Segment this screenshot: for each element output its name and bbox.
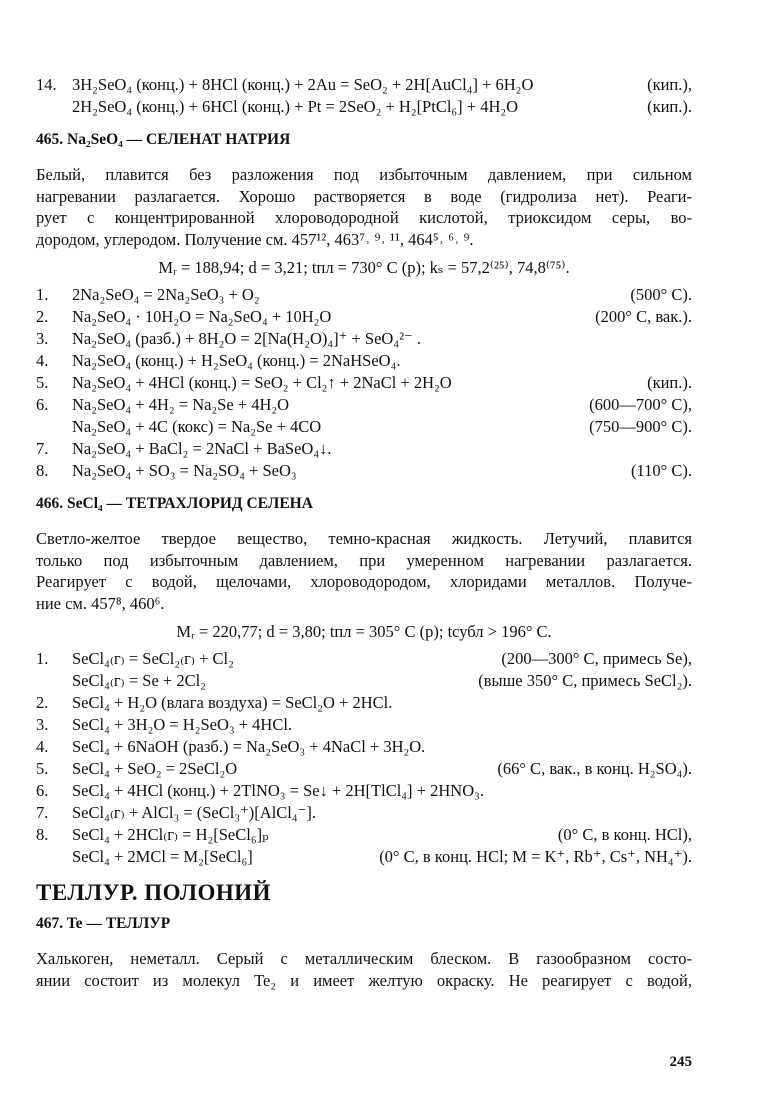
- text-line: рует с концентрированной хлороводородной кислотой, триоксидом серы, во-: [36, 208, 692, 227]
- reaction-number: 4.: [36, 351, 49, 370]
- reaction-number: [36, 846, 72, 868]
- reaction-equation: SeCl₄ + SeO₂ = 2SeCl₂O: [72, 759, 238, 778]
- reaction-equation: SeCl₄₍г₎ = SeCl₂₍г₎ + Cl₂: [72, 649, 234, 668]
- reaction-equation: 3H₂SeO₄ (конц.) + 8HCl (конц.) + 2Au = SeO₂ + 2H[AuCl₄] + 6H₂O: [72, 75, 534, 94]
- reaction-equation: SeCl₄ + 3H₂O = H₂SeO₃ + 4HCl.: [72, 715, 293, 734]
- article-description-465: [36, 164, 692, 250]
- reaction-number: 2.: [36, 693, 49, 712]
- reaction-equation: Na₂SeO₄ (разб.) + 8H₂O = 2[Na(H₂O)₄]⁺ + SeO₄²⁻ .: [72, 329, 421, 348]
- reaction-line: [36, 438, 692, 460]
- reaction-equation: Na₂SeO₄ + BaCl₂ = 2NaCl + BaSeO₄↓.: [72, 439, 332, 458]
- top-reactions: [36, 74, 692, 118]
- reaction-number: 6.: [36, 395, 49, 414]
- reaction-equation: Na₂SeO₄ · 10H₂O = Na₂SeO₄ + 10H₂O: [72, 307, 332, 326]
- article-description-467: [36, 948, 692, 991]
- reaction-line: [36, 306, 692, 328]
- text-line: дородом, углеродом. Получение см. 457¹², 463⁷˒ ⁹˒ ¹¹, 464⁵˒ ⁶˒ ⁹.: [36, 229, 474, 249]
- reaction-line: [36, 460, 692, 482]
- article-heading-467: 467. Te — ТЕЛЛУР: [36, 915, 171, 932]
- text-line: Белый, плавится без разложения под избыточным давлением, при сильном: [36, 165, 692, 184]
- reaction-line: [36, 780, 692, 802]
- reaction-equation: SeCl₄ + 2HCl₍г₎ = H₂[SeCl₆]ₚ: [72, 825, 269, 844]
- reaction-number: 4.: [36, 737, 49, 756]
- reaction-conditions: (кип.).: [647, 97, 692, 116]
- reaction-line: [36, 758, 692, 780]
- reaction-conditions: (0° C, в конц. HCl),: [557, 825, 692, 844]
- reaction-equation: SeCl₄ + 2MCl = M₂[SeCl₆]: [72, 847, 253, 866]
- reaction-number: 6.: [36, 781, 49, 800]
- reaction-number: 7.: [36, 803, 49, 822]
- reaction-equation: Na₂SeO₄ + SO₃ = Na₂SO₄ + SeO₃: [72, 461, 297, 480]
- text-line: Светло-желтое твердое вещество, темно-красная жидкость. Летучий, плавится: [36, 529, 692, 548]
- text-line: только под избыточным давлением, при умеренном нагревании разлагается.: [36, 550, 692, 570]
- reaction-line: [36, 670, 692, 692]
- reaction-number: 5.: [36, 373, 49, 392]
- reaction-conditions: (200—300° C, примесь Se),: [501, 649, 692, 668]
- reaction-line: [36, 802, 692, 824]
- reaction-equation: Na₂SeO₄ (конц.) + H₂SeO₄ (конц.) = 2NaHSeO₄.: [72, 351, 401, 370]
- reaction-conditions: (200° C, вак.).: [595, 307, 692, 326]
- reaction-number: 8.: [36, 461, 49, 480]
- text-line: ние см. 457⁸, 460⁶.: [36, 593, 165, 613]
- reaction-number: [36, 416, 72, 438]
- reaction-line: [36, 372, 692, 394]
- reactions-466: [36, 648, 692, 868]
- reaction-line: [36, 648, 692, 670]
- reaction-line: [36, 350, 692, 372]
- reaction-line: [36, 284, 692, 306]
- page-content: [36, 74, 692, 997]
- text-line: янии состоит из молекул Te₂ и имеет желтую окраску. Не реагирует с водой,: [36, 970, 692, 990]
- reaction-equation: Na₂SeO₄ + 4C (кокс) = Na₂Se + 4CO: [72, 417, 322, 436]
- reaction-number: 1.: [36, 649, 49, 668]
- reaction-line: [36, 692, 692, 714]
- reaction-number: 3.: [36, 715, 49, 734]
- reaction-conditions: (выше 350° C, примесь SeCl₂).: [478, 671, 692, 690]
- reaction-line: [36, 394, 692, 416]
- reactions-465: [36, 284, 692, 482]
- reaction-conditions: (500° C).: [630, 285, 692, 304]
- properties-466: Mᵣ = 220,77; d = 3,80; tпл = 305° C (р); tсубл > 196° C.: [176, 622, 552, 641]
- reaction-number: 3.: [36, 329, 49, 348]
- reaction-equation: 2Na₂SeO₄ = 2Na₂SeO₃ + O₂: [72, 285, 260, 304]
- reaction-number: 7.: [36, 439, 49, 458]
- reaction-line: [36, 846, 692, 868]
- article-heading-465: 465. Na₂SeO₄ — СЕЛЕНАТ НАТРИЯ: [36, 131, 291, 148]
- article-description-466: [36, 528, 692, 614]
- text-line: Реагирует с водой, щелочами, хлороводородом, хлоридами металлов. Получе-: [36, 572, 692, 591]
- reaction-equation: Na₂SeO₄ + 4HCl (конц.) = SeO₂ + Cl₂↑ + 2NaCl + 2H₂O: [72, 373, 452, 392]
- section-title: ТЕЛЛУР. ПОЛОНИЙ: [36, 880, 272, 905]
- reaction-number: 8.: [36, 825, 49, 844]
- reaction-number: [36, 670, 72, 692]
- properties-465: Mᵣ = 188,94; d = 3,21; tпл = 730° C (р); kₛ = 57,2⁽²⁵⁾, 74,8⁽⁷⁵⁾.: [158, 258, 570, 277]
- reaction-equation: SeCl₄ + 4HCl (конц.) + 2TlNO₃ = Se↓ + 2H[TlCl₄] + 2HNO₃.: [72, 781, 484, 800]
- page-number: 245: [669, 1054, 692, 1070]
- reaction-conditions: (66° C, вак., в конц. H₂SO₄).: [497, 759, 692, 778]
- reaction-conditions: (кип.).: [647, 373, 692, 392]
- reaction-conditions: (0° C, в конц. HCl; M = K⁺, Rb⁺, Cs⁺, NH₄⁺).: [379, 847, 692, 866]
- reaction-number: 2.: [36, 307, 49, 326]
- reaction-conditions: (750—900° C).: [589, 417, 692, 436]
- reaction-line: [36, 74, 692, 96]
- reaction-equation: SeCl₄ + H₂O (влага воздуха) = SeCl₂O + 2HCl.: [72, 693, 393, 712]
- reaction-line: [36, 328, 692, 350]
- reaction-equation: SeCl₄₍г₎ + AlCl₃ = (SeCl₃⁺)[AlCl₄⁻].: [72, 803, 316, 822]
- reaction-equation: SeCl₄₍г₎ = Se + 2Cl₂: [72, 671, 206, 690]
- reaction-line: [36, 416, 692, 438]
- reaction-number: 5.: [36, 759, 49, 778]
- reaction-conditions: (кип.),: [647, 75, 692, 94]
- reaction-number: 14.: [36, 75, 57, 94]
- reaction-line: [36, 96, 692, 118]
- reaction-line: [36, 736, 692, 758]
- reaction-equation: 2H₂SeO₄ (конц.) + 6HCl (конц.) + Pt = 2SeO₂ + H₂[PtCl₆] + 4H₂O: [72, 97, 519, 116]
- reaction-number: 1.: [36, 285, 49, 304]
- reaction-equation: SeCl₄ + 6NaOH (разб.) = Na₂SeO₃ + 4NaCl + 3H₂O.: [72, 737, 426, 756]
- reaction-line: [36, 714, 692, 736]
- reaction-number: [36, 96, 72, 118]
- reaction-conditions: (110° C).: [631, 461, 692, 480]
- reaction-conditions: (600—700° C),: [589, 395, 692, 414]
- reaction-line: [36, 824, 692, 846]
- text-line: нагревании разлагается. Хорошо растворяется в воде (гидролиза нет). Реаги-: [36, 186, 692, 206]
- text-line: Халькоген, неметалл. Серый с металлическим блеском. В газообразном состо-: [36, 949, 692, 968]
- article-heading-466: 466. SeCl₄ — ТЕТРАХЛОРИД СЕЛЕНА: [36, 495, 313, 512]
- reaction-equation: Na₂SeO₄ + 4H₂ = Na₂Se + 4H₂O: [72, 395, 290, 414]
